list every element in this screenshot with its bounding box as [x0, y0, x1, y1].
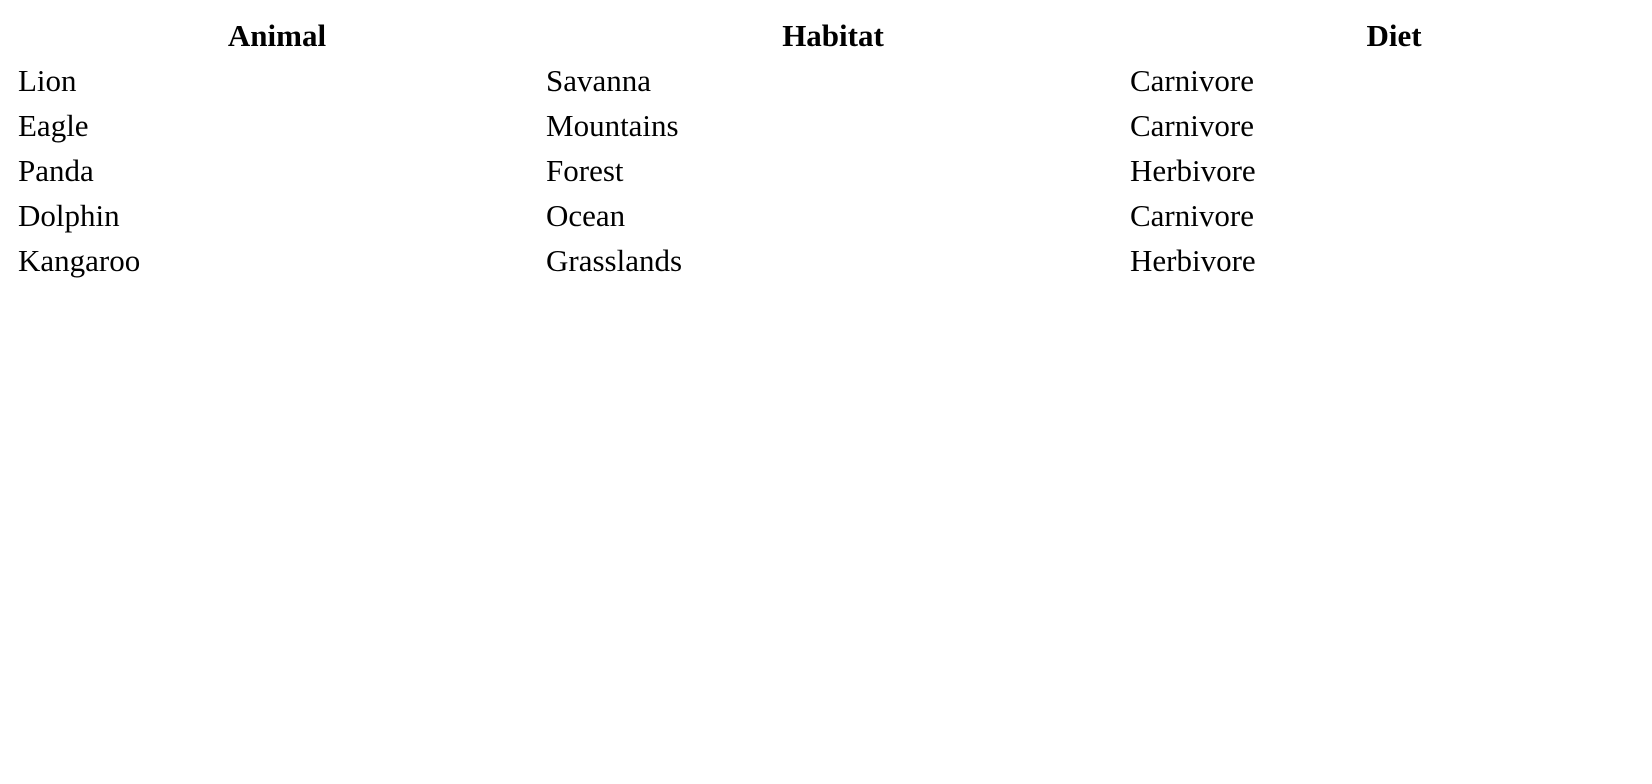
table-row [16, 194, 1652, 239]
cell-habitat: Mountains [546, 108, 679, 143]
table-row [16, 59, 1652, 104]
column-header-habitat: Habitat [782, 18, 884, 53]
cell-animal: Eagle [18, 108, 89, 143]
cell-animal: Panda [18, 153, 94, 188]
cell-habitat: Forest [546, 153, 624, 188]
cell-diet: Herbivore [1130, 153, 1256, 188]
table-row [16, 239, 1652, 284]
table-row [16, 149, 1652, 194]
table-body [16, 59, 1652, 284]
cell-habitat: Savanna [546, 63, 652, 98]
cell-animal: Kangaroo [18, 243, 141, 278]
column-header-animal: Animal [227, 18, 327, 53]
table-row [16, 104, 1652, 149]
cell-animal: Lion [18, 63, 77, 98]
column-header-diet: Diet [1366, 18, 1422, 53]
cell-habitat: Ocean [546, 198, 626, 233]
cell-animal: Dolphin [18, 198, 120, 233]
cell-diet: Herbivore [1130, 243, 1256, 278]
animal-table [10, 14, 1652, 284]
cell-habitat: Grasslands [546, 243, 683, 278]
cell-diet: Carnivore [1130, 108, 1254, 143]
cell-diet: Carnivore [1130, 63, 1254, 98]
table-header [16, 14, 1652, 59]
cell-diet: Carnivore [1130, 198, 1254, 233]
header-row [16, 14, 1652, 59]
